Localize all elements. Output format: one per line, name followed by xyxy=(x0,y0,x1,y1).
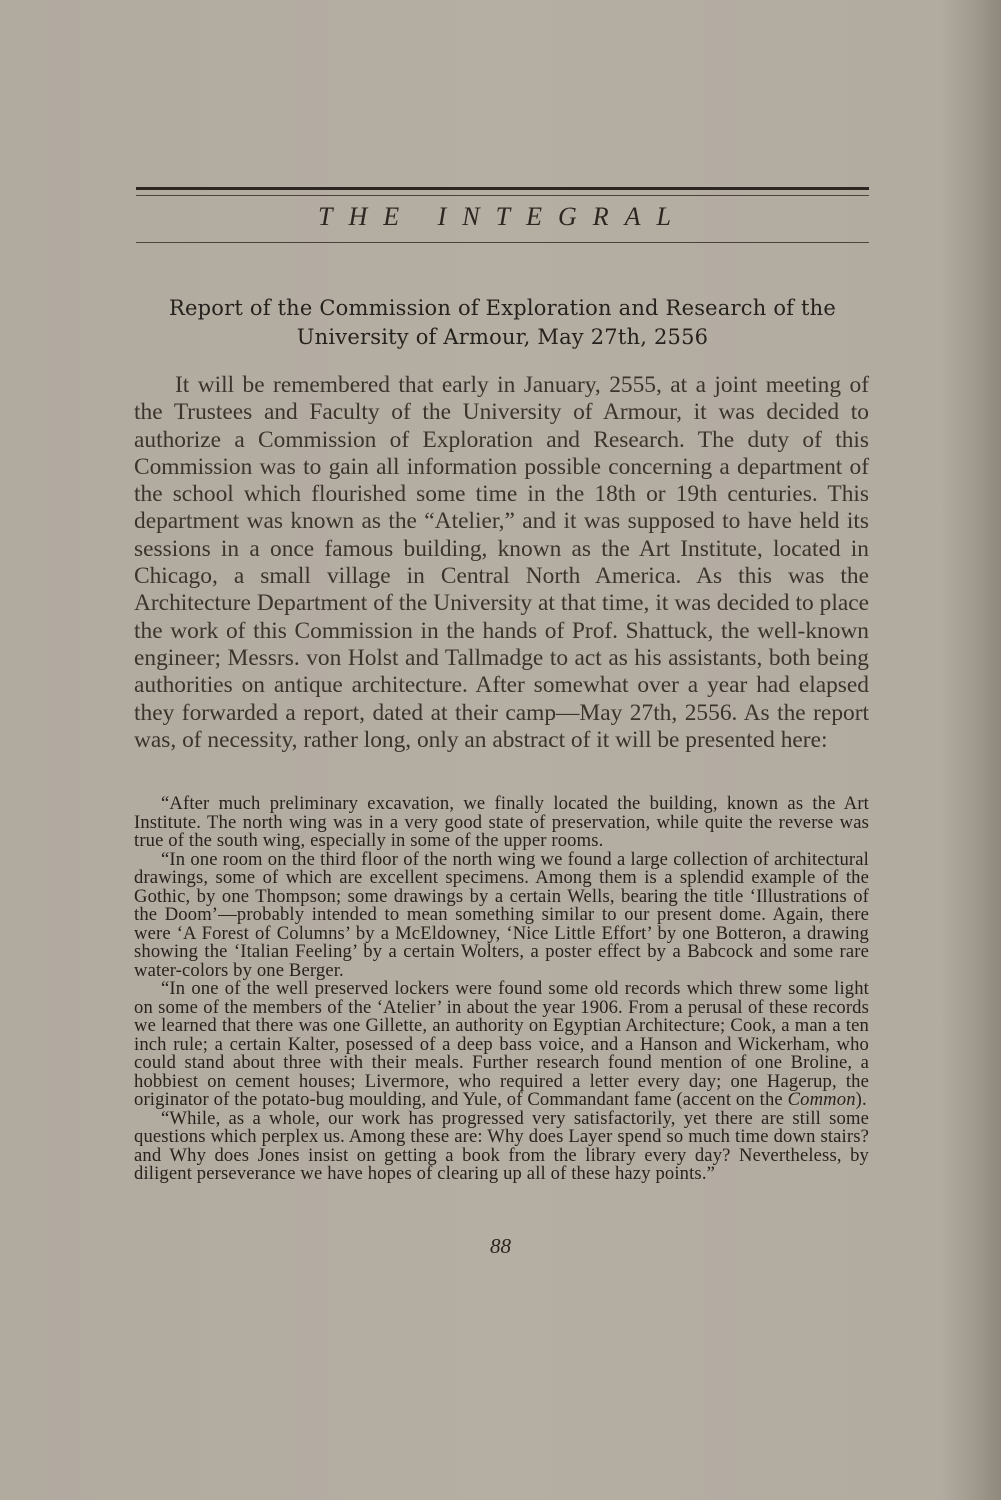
intro-paragraph: It will be remembered that early in January, 2555, at a joint meeting of the Trustees and Faculty of the University of Armour, it was decided to authorize a Commission of Exploration and Research. The duty of this Commission was to gain all information possible concerning a department of the school which flourished some time in the 18th or 19th centuries. This department was known as the “Atelier,” and it was supposed to have held its sessions in a once famous building, known as the Art Institute, located in Chicago, a small village in Central North America. As this was the Architecture Department of the University at that time, it was decided to place the work of this Commission in the hands of Prof. Shattuck, the well-known engineer; Messrs. von Holst and Tallmadge to act as his assistants, both being authorities on antique architecture. After somewhat over a year had elapsed they forwarded a report, dated at their camp—May 27th, 2556. As the report was, of necessity, rather long, only an abstract of it will be presented here: xyxy=(134,372,869,753)
running-head: THE INTEGRAL xyxy=(318,202,687,231)
quoted-report xyxy=(134,795,869,1184)
article-title: Report of the Commission of Exploration and Research of the University of Armour, May 27th, 2556 xyxy=(168,296,837,349)
intro-section xyxy=(134,372,869,754)
header-rule-top-thick xyxy=(136,187,869,190)
header-rule-top-thin xyxy=(136,195,869,196)
header-rule-bottom xyxy=(136,242,869,243)
italic-common: Common xyxy=(787,1089,856,1110)
report-paragraph-questions: “While, as a whole, our work has progressed very satisfactorily, yet there are still some questions which perplex us. Among these are: Why does Layer spend so much time down stairs? and Why does Jones insist on getting a book from the library every day? Nevertheless, by diligent perseverance we have hopes of clearing up all of these hazy points.” xyxy=(134,1107,869,1184)
page-number: 88 xyxy=(490,1234,511,1258)
report-paragraph-drawings: “In one room on the third floor of the north wing we found a large collection of architectural drawings, some of which are excellent specimens. Among them is a splendid example of the Gothic, by one Thompson; some drawings by a certain Wells, bearing the title ‘Illustrations of the Doom’—probably intended to mean something similar to our present dome. Again, there were ‘A Forest of Columns’ by a McEldowney, ‘Nice Little Effort’ by one Botteron, a drawing showing the ‘Italian Feeling’ by a certain Wolters, a poster effect by a Babcock and some rare water-colors by one Berger. xyxy=(134,848,869,981)
records-text: “In one of the well preserved lockers were found some old records which threw some light on some of the members of the ‘Atelier’ in about the year 1906. From a perusal of these records we learned that there was one Gillette, an authority on Egyptian Architecture; Cook, a man a ten inch rule; a certain Kalter, posessed of a deep bass voice, and a Hanson and Wickerham, who could stand about three with their meals. Further research found mention of one Broline, a hobbiest on cement houses; Livermore, who required a letter every day; one Hagerup, the originator of the potato-bug moulding, and Yule, of Commandant fame (accent on the xyxy=(134,978,869,1110)
report-paragraph-excavation: “After much preliminary excavation, we finally located the building, known as the Art Institute. The north wing was in a very good state of preservation, while quite the reverse was true of the south wing, especially in some of the upper rooms. xyxy=(134,793,869,851)
report-paragraph-records xyxy=(134,980,869,1110)
records-text-end: ). xyxy=(855,1089,867,1110)
